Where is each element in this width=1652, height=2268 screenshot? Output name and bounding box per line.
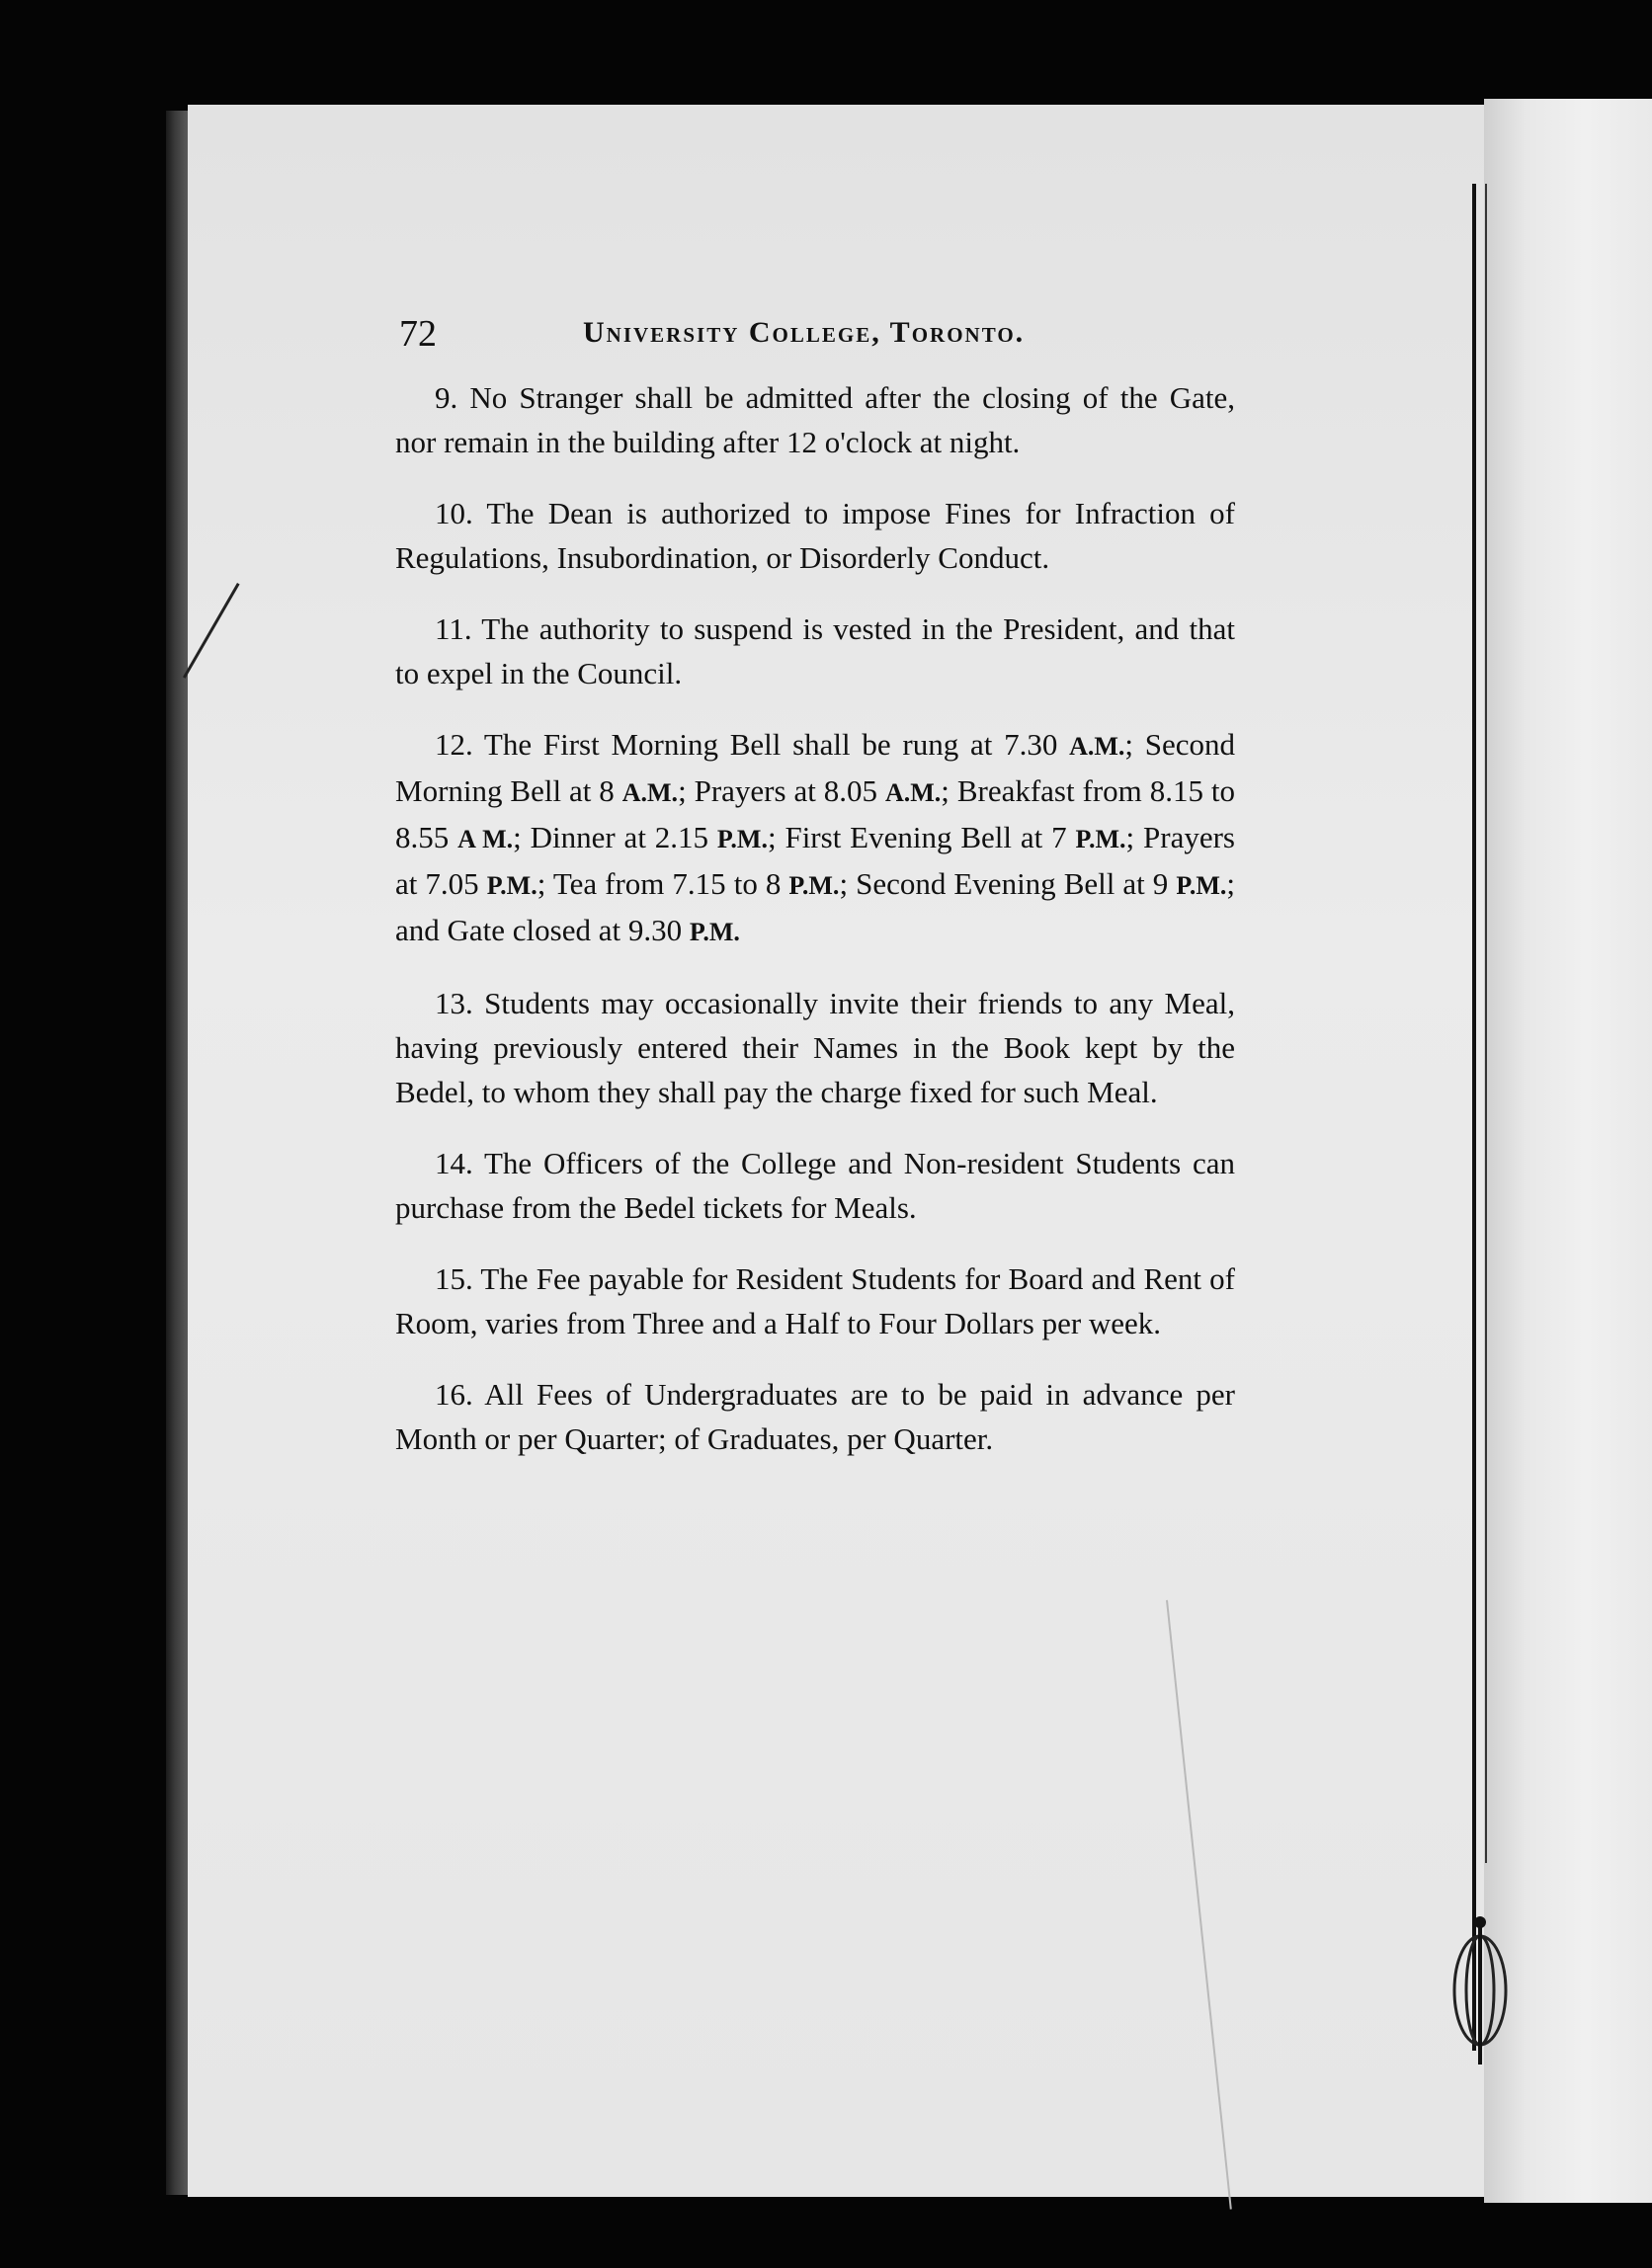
- binding-tassel-ornament: [1441, 1897, 1520, 2074]
- rule-16: 16. All Fees of Undergraduates are to be paid in advance per Month or per Quarter; of Graduates, per Quarter.: [395, 1377, 1235, 1456]
- facing-page-gutter: [1484, 99, 1652, 2203]
- rule-15: 15. The Fee payable for Resident Students for Board and Rent of Room, varies from Three and a Half to Four Dollars per week.: [395, 1261, 1235, 1340]
- rule-13: 13. Students may occasionally invite their friends to any Meal, having previously entered their Names in the Book kept by the Bedel, to whom they shall pay the charge fixed for such Meal.: [395, 986, 1235, 1109]
- rule-9: 9. No Stranger shall be admitted after the closing of the Gate, nor remain in the building after 12 o'clock at night.: [395, 380, 1235, 459]
- page-number: 72: [399, 313, 437, 355]
- page-header: [399, 312, 1239, 362]
- binding-string: [1472, 184, 1476, 2051]
- rule-14: 14. The Officers of the College and Non-resident Students can purchase from the Bedel tickets for Meals.: [395, 1146, 1235, 1225]
- rule-11: 11. The authority to suspend is vested in the President, and that to expel in the Council.: [395, 611, 1235, 690]
- regulations-text: [395, 375, 1235, 1488]
- book-left-edge: [166, 111, 188, 2195]
- rule-12: 12. The First Morning Bell shall be rung at 7.30 A.M.; Second Morning Bell at 8 A.M.; Prayers at 8.05 A.M.; Breakfast from 8.15 to 8.55 A M.; Dinner at 2.15 P.M.; First Evening Bell at 7 P.M.; Prayers at 7.05 P.M.; Tea from 7.15 to 8 P.M.; Second Evening Bell at 9 P.M.; and Gate closed at 9.30 P.M.: [395, 727, 1236, 947]
- rule-10: 10. The Dean is authorized to impose Fines for Infraction of Regulations, Insubordination, or Disorderly Conduct.: [395, 496, 1235, 575]
- running-title: University College, Toronto.: [583, 316, 1026, 349]
- binding-string-shadow: [1485, 184, 1487, 1863]
